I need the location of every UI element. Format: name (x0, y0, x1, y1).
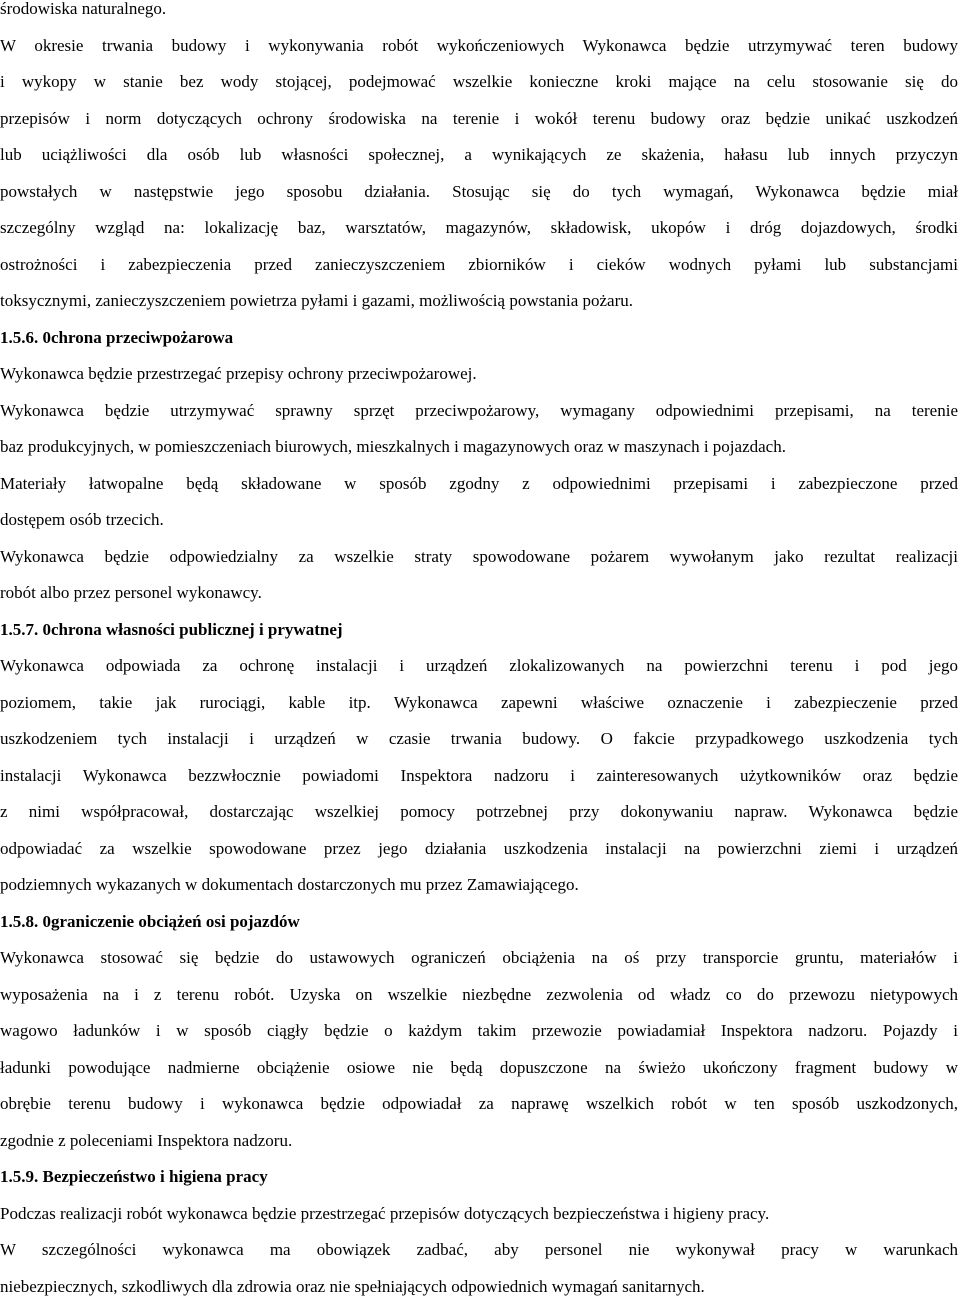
text-line: ładunki powodujące nadmierne obciążenie osiowe nie będą dopuszczone na świeżo ukończony fragment budowy w (0, 1057, 958, 1077)
text-line: przepisów i norm dotyczących ochrony środowiska na terenie i wokół terenu budowy oraz będzie unikać uszkodzeń (0, 108, 958, 128)
text-line: lub uciążliwości dla osób lub własności społecznej, a wynikających ze skażenia, hałasu lub innych przyczyn (0, 145, 958, 164)
text-line: i wykopy w stanie bez wody stojącej, podejmować wszelkie konieczne kroki mające na celu stosowanie się do (0, 72, 958, 91)
text-line: szczególny wzgląd na: lokalizację baz, warsztatów, magazynów, składowisk, ukopów i dróg dojazdowych, środki (0, 218, 958, 237)
text-line: podziemnych wykazanych w dokumentach dostarczonych mu przez Zamawiającego. (0, 875, 579, 894)
text-line: powstałych w następstwie jego sposobu działania. Stosując się do tych wymagań, Wykonawca będzie miał (0, 181, 958, 201)
text-line: niebezpiecznych, szkodliwych dla zdrowia oraz nie spełniających odpowiednich wymagań sanitarnych. (0, 1276, 705, 1296)
text-line: wagowo ładunków i w sposób ciągły będzie o każdym takim przewozie powiadamiał Inspektora nadzoru. Pojazdy i (0, 1021, 958, 1040)
section-heading: 1.5.8. 0graniczenie obciążeń osi pojazdów (0, 911, 300, 931)
text-line: zgodnie z poleceniami Inspektora nadzoru. (0, 1130, 293, 1150)
text-line: W szczególności wykonawca ma obowiązek zadbać, aby personel nie wykonywał pracy w warunkach (0, 1240, 958, 1259)
section-heading: 1.5.6. 0chrona przeciwpożarowa (0, 327, 234, 347)
text-line: Wykonawca odpowiada za ochronę instalacji i urządzeń zlokalizowanych na powierzchni terenu i pod jego (0, 656, 958, 675)
text-line: ostrożności i zabezpieczenia przed zanieczyszczeniem zbiorników i cieków wodnych pyłami lub substancjami (0, 254, 958, 274)
text-line: obrębie terenu budowy i wykonawca będzie odpowiadał za naprawę wszelkich robót w ten sposób uszkodzonych, (0, 1094, 958, 1113)
section-heading: 1.5.7. 0chrona własności publicznej i prywatnej (0, 619, 343, 639)
text-line: baz produkcyjnych, w pomieszczeniach biurowych, mieszkalnych i magazynowych oraz w maszynach i pojazdach. (0, 437, 786, 456)
text-line: środowiska naturalnego. (0, 0, 167, 18)
text-line: Wykonawca będzie utrzymywać sprawny sprzęt przeciwpożarowy, wymagany odpowiednimi przepisami, na terenie (0, 400, 958, 420)
text-line: toksycznymi, zanieczyszczeniem powietrza pyłami i gazami, możliwością powstania pożaru. (0, 291, 634, 310)
text-line: poziomem, takie jak rurociągi, kable itp. Wykonawca zapewni właściwe oznaczenie i zabezpieczenie przed (0, 692, 958, 712)
text-line: Wykonawca będzie przestrzegać przepisy ochrony przeciwpożarowej. (0, 364, 477, 383)
text-line: dostępem osób trzecich. (0, 510, 164, 529)
text-line: Materiały łatwopalne będą składowane w sposób zgodny z odpowiednimi przepisami i zabezpieczone przed (0, 473, 958, 493)
text-line: Podczas realizacji robót wykonawca będzie przestrzegać przepisów dotyczących bezpieczeństwa i higieny pracy. (0, 1203, 770, 1223)
section-heading: 1.5.9. Bezpieczeństwo i higiena pracy (0, 1167, 268, 1186)
text-line: Wykonawca będzie odpowiedzialny za wszelkie straty spowodowane pożarem wywołanym jako rezultat realizacji (0, 546, 958, 566)
text-line: robót albo przez personel wykonawcy. (0, 583, 262, 602)
text-line: W okresie trwania budowy i wykonywania robót wykończeniowych Wykonawca będzie utrzymywać teren budowy (0, 35, 958, 55)
text-line: z nimi współpracował, dostarczając wszelkiej pomocy potrzebnej przy dokonywaniu napraw. Wykonawca będzie (0, 802, 958, 821)
text-line: wyposażenia na i z terenu robót. Uzyska on wszelkie niezbędne zezwolenia od władz co do przewozu nietypowych (0, 984, 958, 1004)
text-line: odpowiadać za wszelkie spowodowane przez jego działania uszkodzenia instalacji na powierzchni ziemi i urządzeń (0, 838, 958, 858)
text-line: instalacji Wykonawca bezzwłocznie powiadomi Inspektora nadzoru i zainteresowanych użytkowników oraz będzie (0, 765, 958, 785)
text-line: Wykonawca stosować się będzie do ustawowych ograniczeń obciążenia na oś przy transporcie gruntu, materiałów i (0, 948, 958, 967)
text-line: uszkodzeniem tych instalacji i urządzeń w czasie trwania budowy. O fakcie przypadkowego uszkodzenia tych (0, 729, 958, 748)
